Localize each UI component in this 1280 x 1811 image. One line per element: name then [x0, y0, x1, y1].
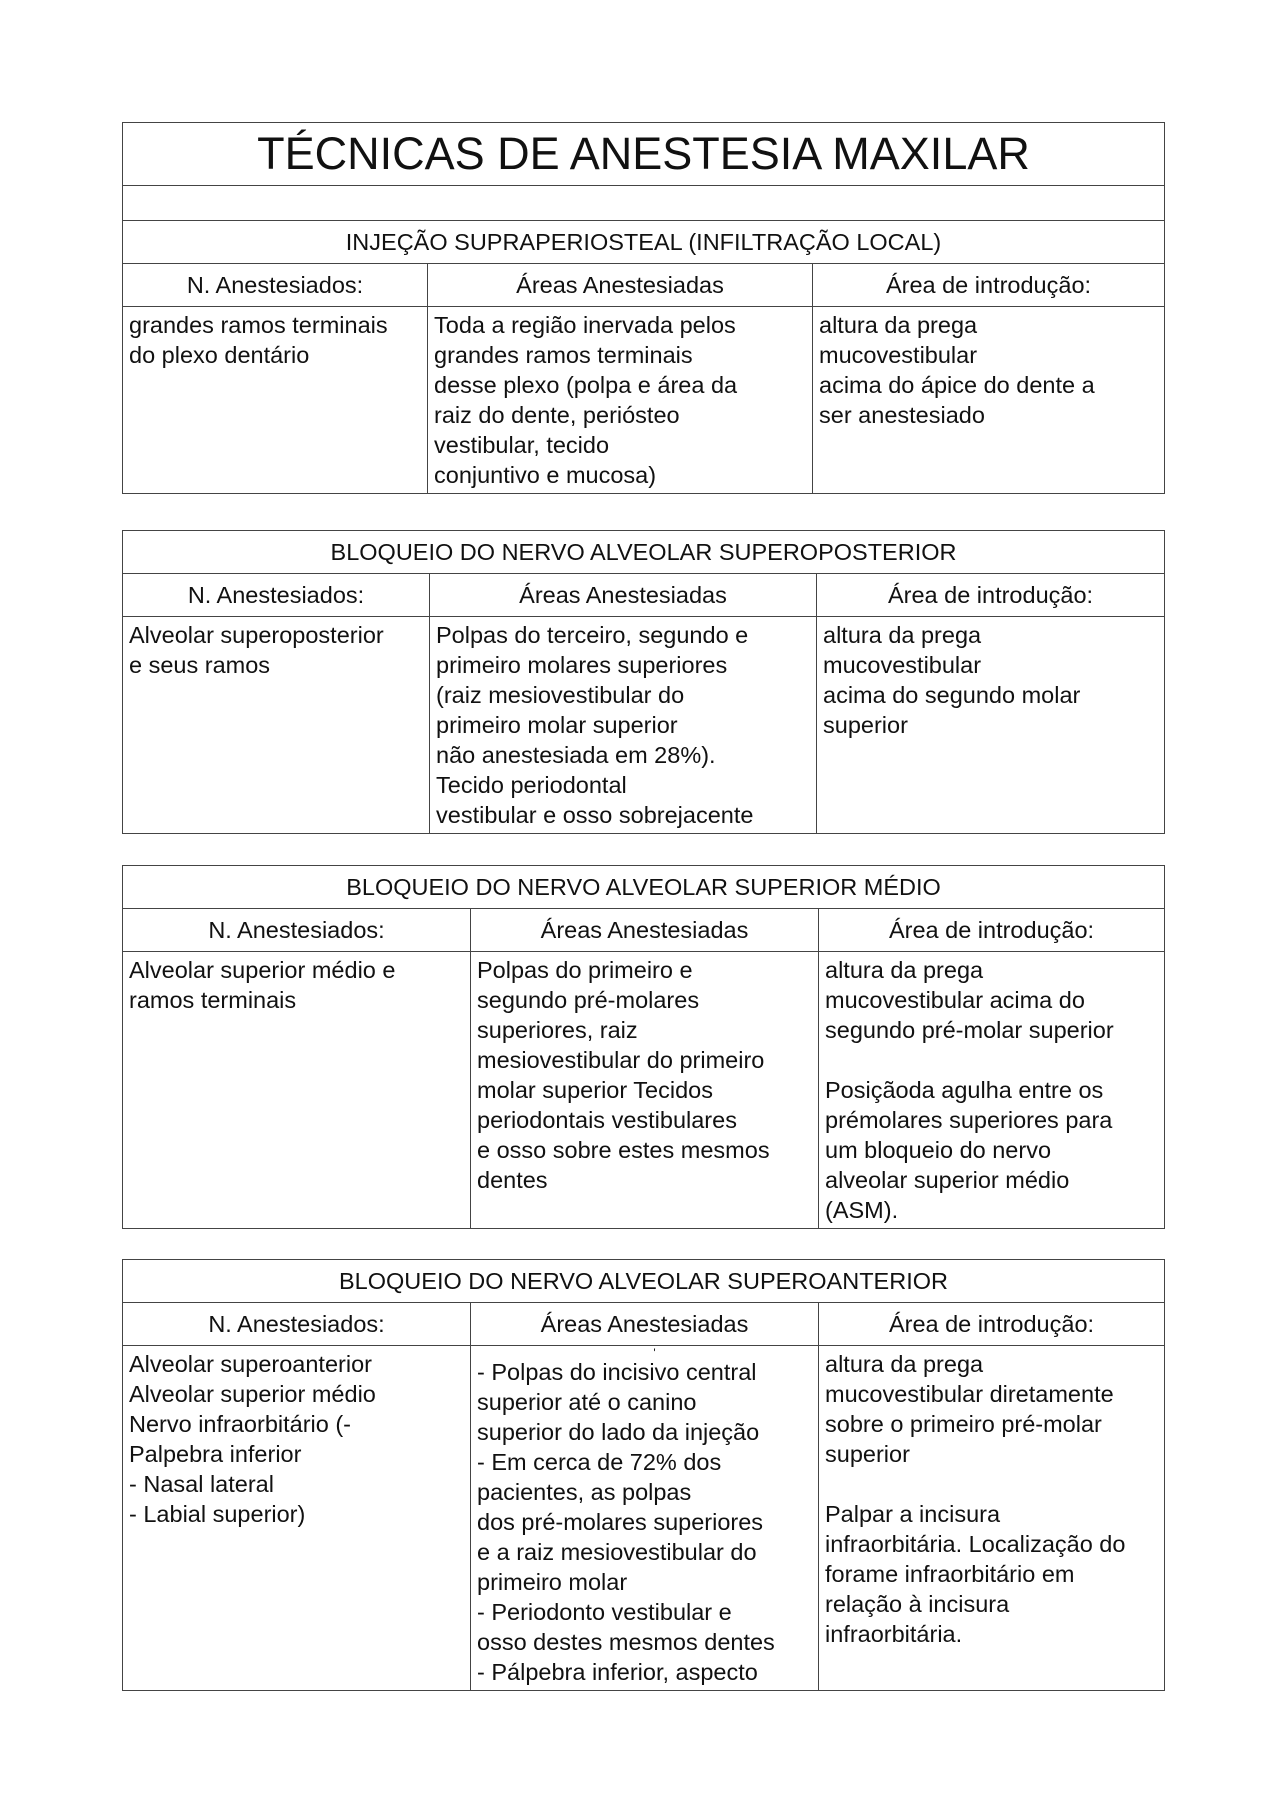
header-introducao: Área de introdução: [817, 574, 1165, 617]
header-areas: Áreas Anestesiadas [471, 1303, 819, 1346]
section-heading: BLOQUEIO DO NERVO ALVEOLAR SUPEROPOSTERIOR [123, 531, 1165, 574]
cell-areas: Polpas do terceiro, segundo e primeiro molares superiores (raiz mesiovestibular do primeiro molar superior não anestesiada em 28%). Tecido periodontal vestibular e osso sobrejacente [430, 617, 817, 834]
header-areas: Áreas Anestesiadas [428, 264, 813, 307]
cell-nervos: grandes ramos terminais do plexo dentário [123, 307, 428, 494]
cell-nervos: Alveolar superoanterior Alveolar superior médio Nervo infraorbitário (- Palpebra inferior - Nasal lateral - Labial superior) [123, 1346, 471, 1691]
table-superoposterior [122, 530, 1165, 834]
header-nervos: N. Anestesiados: [123, 574, 430, 617]
blank-row [123, 186, 1165, 221]
page-title: TÉCNICAS DE ANESTESIA MAXILAR [123, 123, 1165, 186]
cell-areas: ' - Polpas do incisivo central superior até o canino superior do lado da injeção - Em cerca de 72% dos pacientes, as polpas dos pré-molares superiores e a raiz mesiovestibular do primeiro molar - Periodonto vestibular e osso destes mesmos dentes - Pálpebra inferior, aspecto [471, 1346, 819, 1691]
stray-mark: ' [653, 1346, 656, 1360]
cell-introducao: altura da prega mucovestibular acima do segundo pré-molar superior Posiçãoda agulha entre os prémolares superiores para um bloqueio do nervo alveolar superior médio (ASM). [819, 952, 1165, 1229]
cell-introducao: altura da prega mucovestibular diretamente sobre o primeiro pré-molar superior Palpar a incisura infraorbitária. Localização do forame infraorbitário em relação à incisura infraorbitária. [819, 1346, 1165, 1691]
table-supraperiosteal [122, 122, 1165, 494]
header-introducao: Área de introdução: [819, 909, 1165, 952]
table-superoanterior [122, 1259, 1165, 1691]
header-nervos: N. Anestesiados: [123, 264, 428, 307]
cell-nervos: Alveolar superior médio e ramos terminais [123, 952, 471, 1229]
header-introducao: Área de introdução: [819, 1303, 1165, 1346]
section-heading: INJEÇÃO SUPRAPERIOSTEAL (INFILTRAÇÃO LOCAL) [123, 221, 1165, 264]
cell-areas: Toda a região inervada pelos grandes ramos terminais desse plexo (polpa e área da raiz do dente, periósteo vestibular, tecido conjuntivo e mucosa) [428, 307, 813, 494]
section-heading: BLOQUEIO DO NERVO ALVEOLAR SUPEROANTERIOR [123, 1260, 1165, 1303]
table-superior-medio [122, 865, 1165, 1229]
cell-nervos: Alveolar superoposterior e seus ramos [123, 617, 430, 834]
header-areas: Áreas Anestesiadas [471, 909, 819, 952]
cell-introducao: altura da prega mucovestibular acima do segundo molar superior [817, 617, 1165, 834]
section-heading: BLOQUEIO DO NERVO ALVEOLAR SUPERIOR MÉDIO [123, 866, 1165, 909]
header-areas: Áreas Anestesiadas [430, 574, 817, 617]
cell-introducao: altura da prega mucovestibular acima do ápice do dente a ser anestesiado [813, 307, 1165, 494]
header-nervos: N. Anestesiados: [123, 909, 471, 952]
header-introducao: Área de introdução: [813, 264, 1165, 307]
cell-areas: Polpas do primeiro e segundo pré-molares superiores, raiz mesiovestibular do primeiro molar superior Tecidos periodontais vestibulares e osso sobre estes mesmos dentes [471, 952, 819, 1229]
header-nervos: N. Anestesiados: [123, 1303, 471, 1346]
